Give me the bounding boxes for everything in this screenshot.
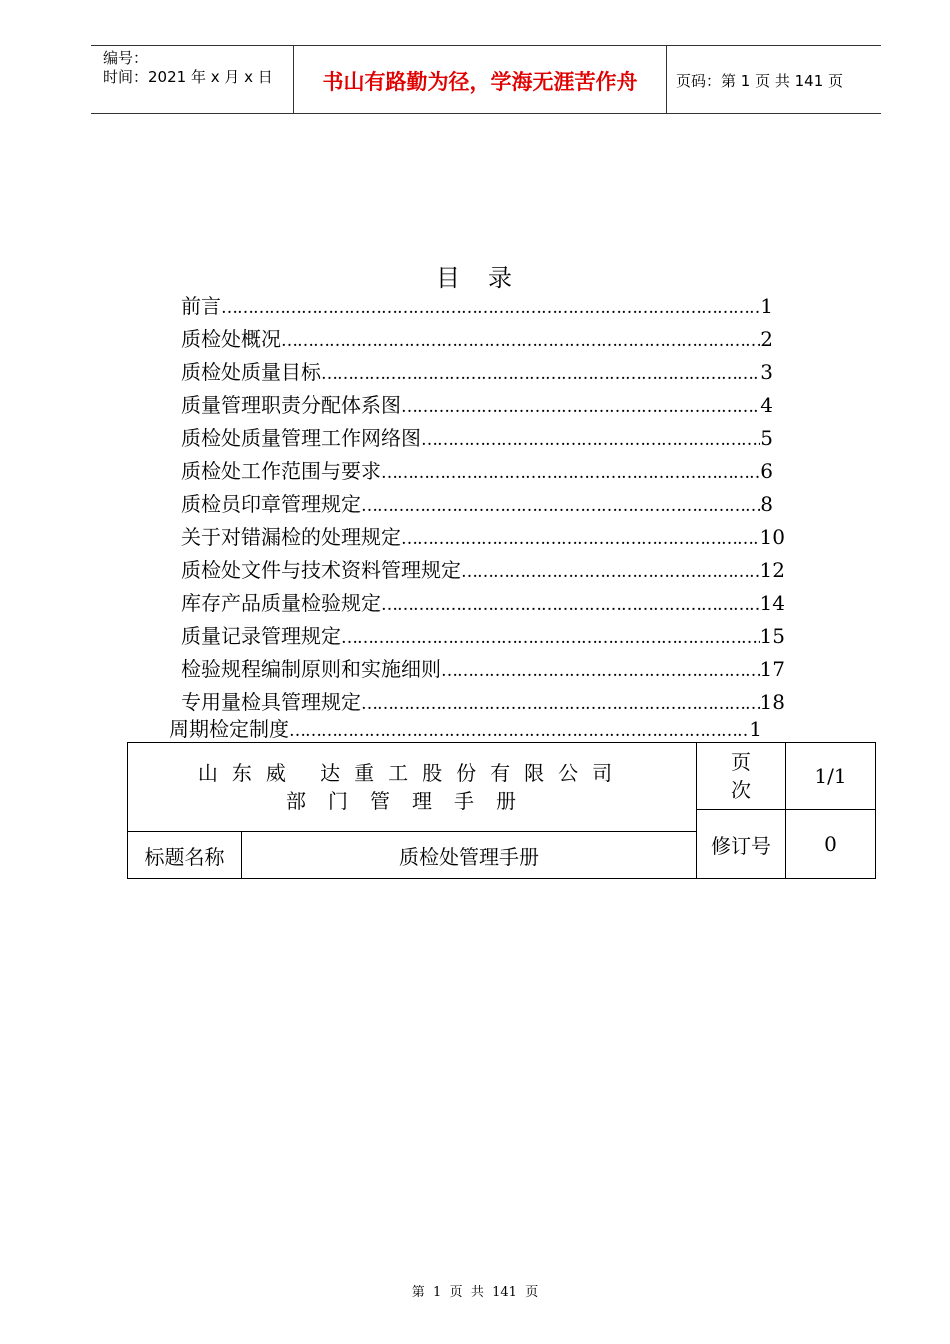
toc-entry[interactable]	[181, 687, 785, 717]
toc-entry-label: 质检处工作范围与要求	[181, 459, 381, 483]
toc-leader-dots	[321, 359, 760, 389]
toc-leader-dots	[441, 656, 760, 686]
toc-entry-label: 前言	[181, 294, 221, 318]
toc-title: 目录	[436, 264, 540, 292]
toc-entry[interactable]	[181, 291, 773, 321]
toc-entry-label: 质检处概况	[181, 327, 281, 351]
toc-entry[interactable]	[169, 714, 762, 744]
title-label: 标题名称	[128, 832, 242, 879]
toc-entry-page: 1	[760, 294, 773, 318]
title-value: 质检处管理手册	[242, 832, 697, 879]
toc-entry-label: 库存产品质量检验规定	[181, 591, 381, 615]
toc-entry[interactable]	[181, 456, 773, 486]
toc-entry[interactable]	[181, 423, 773, 453]
toc-leader-dots	[461, 557, 760, 587]
toc-leader-dots	[381, 590, 760, 620]
page-footer: 第 1 页 共 141 页	[411, 1285, 539, 1300]
document-control-table	[127, 742, 876, 879]
toc-entry[interactable]	[181, 555, 785, 585]
toc-entry-page: 14	[759, 591, 785, 615]
toc-leader-dots	[381, 458, 760, 488]
toc-entry[interactable]	[181, 654, 785, 684]
toc-leader-dots	[401, 392, 760, 422]
toc-entry-label: 关于对错漏检的处理规定	[181, 525, 401, 549]
header-page-indicator: 页码：第 1 页 共 141 页	[676, 72, 844, 90]
toc-entry-label: 质检处质量目标	[181, 360, 321, 384]
toc-leader-dots	[281, 326, 760, 356]
toc-leader-dots	[421, 425, 760, 455]
toc-entry[interactable]	[181, 522, 785, 552]
toc-entry-label: 质检处质量管理工作网络图	[181, 426, 421, 450]
toc-entry[interactable]	[181, 621, 785, 651]
toc-entry-label: 检验规程编制原则和实施细则	[181, 657, 441, 681]
revision-value: 0	[786, 810, 876, 879]
toc-entry-page: 17	[759, 657, 785, 681]
page-value: 1/1	[786, 743, 876, 810]
toc-leader-dots	[341, 623, 760, 653]
header-top-rule	[91, 45, 881, 46]
toc-entry-label: 质检员印章管理规定	[181, 492, 361, 516]
toc-entry-page: 10	[759, 525, 785, 549]
company-cell	[128, 743, 697, 832]
toc-leader-dots	[221, 293, 760, 323]
revision-label: 修订号	[697, 810, 786, 879]
toc-entry-page: 1	[749, 717, 762, 741]
toc-entry-page: 8	[760, 492, 773, 516]
toc-entry[interactable]	[181, 390, 773, 420]
toc-entry[interactable]	[181, 324, 773, 354]
document-number-label: 编号：	[103, 49, 149, 67]
toc-entry-label: 质检处文件与技术资料管理规定	[181, 558, 461, 582]
toc-entry-label: 专用量检具管理规定	[181, 690, 361, 714]
company-name: 山东威 达重工股份有限公司	[197, 761, 627, 785]
page-label-cell	[697, 743, 786, 810]
toc-entry[interactable]	[181, 588, 785, 618]
document-time: 时间：2021 年 x 月 x 日	[103, 68, 273, 86]
toc-leader-dots	[401, 524, 760, 554]
toc-entry-page: 12	[759, 558, 785, 582]
header-bottom-rule	[91, 113, 881, 114]
toc-leader-dots	[361, 491, 760, 521]
toc-entry-page: 15	[759, 624, 785, 648]
toc-entry-page: 3	[760, 360, 773, 384]
header-divider	[666, 45, 667, 113]
toc-entry-label: 质量管理职责分配体系图	[181, 393, 401, 417]
page-label: 页次	[731, 750, 752, 802]
toc-entry-page: 6	[760, 459, 773, 483]
toc-entry-page: 18	[759, 690, 785, 714]
toc-entry[interactable]	[181, 489, 773, 519]
toc-entry-page: 2	[760, 327, 773, 351]
header-motto: 书山有路勤为径，学海无涯苦作舟	[322, 70, 638, 94]
toc-entry-label: 周期检定制度	[169, 717, 289, 741]
toc-entry-page: 5	[760, 426, 773, 450]
toc-entry-label: 质量记录管理规定	[181, 624, 341, 648]
department-manual-name: 部门管理手册	[286, 789, 538, 813]
toc-entry[interactable]	[181, 357, 773, 387]
toc-entry-page: 4	[760, 393, 773, 417]
